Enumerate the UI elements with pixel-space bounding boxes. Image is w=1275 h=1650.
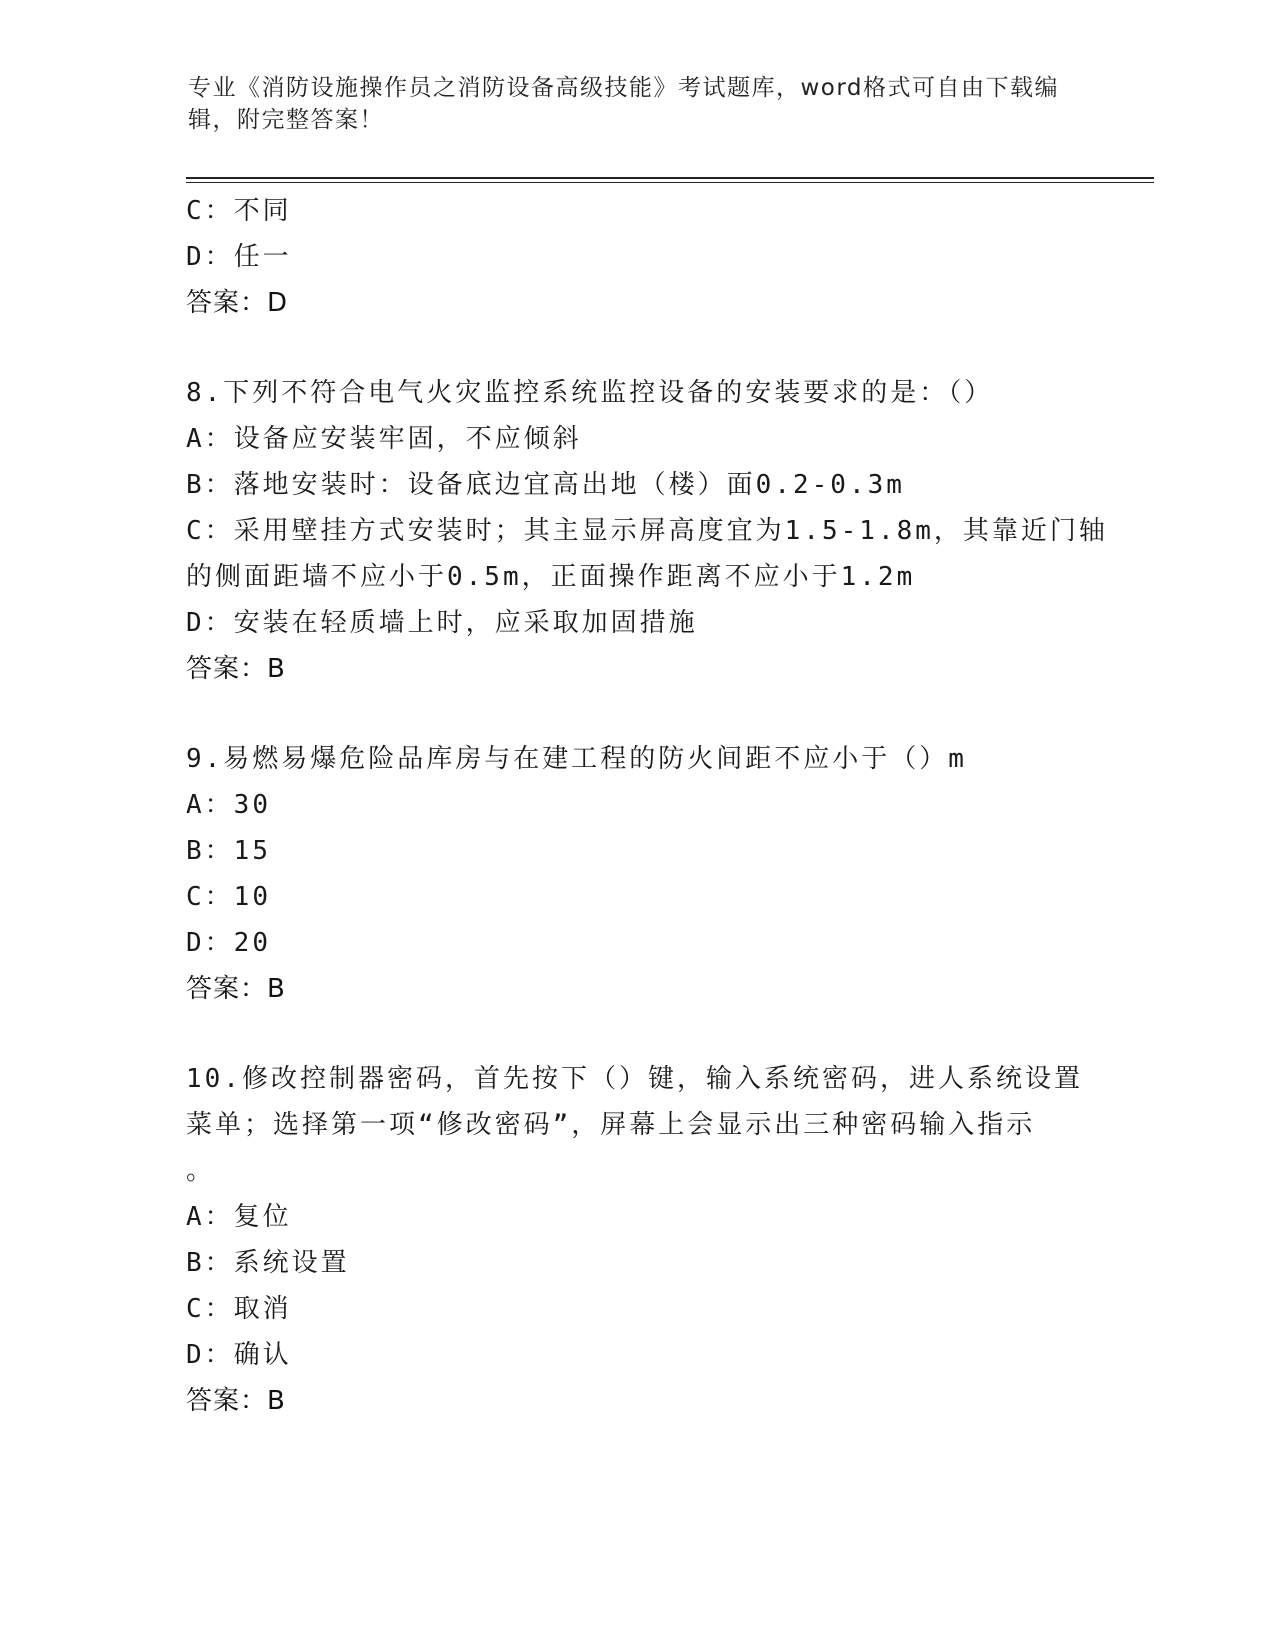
option-text: 不同 — [233, 196, 292, 226]
option-text: 系统设置 — [233, 1248, 350, 1278]
option-letter: D — [186, 608, 205, 638]
option-letter: A — [186, 1202, 205, 1232]
header-line-1: 专业《消防设施操作员之消防设备高级技能》考试题库，word格式可自由下载编 — [188, 75, 1060, 101]
question-10 — [186, 1056, 1086, 1424]
option-letter: D — [186, 242, 205, 272]
option-letter: C — [186, 196, 205, 226]
header-divider-thin — [186, 182, 1154, 183]
option-text: 复位 — [233, 1202, 292, 1232]
option-letter: B — [186, 1248, 205, 1278]
option-separator: ： — [204, 1202, 234, 1232]
option-row — [186, 462, 1086, 508]
option-row — [186, 920, 1086, 966]
option-letter: C — [186, 1294, 205, 1324]
header-divider-thick — [186, 177, 1154, 179]
prev-question-tail — [186, 188, 1086, 326]
option-row — [186, 234, 1086, 280]
question-list — [186, 188, 1108, 1424]
option-text-continuation: 的侧面距墙不应小于0.5m，正面操作距离不应小于1.2m — [186, 562, 916, 592]
option-separator: ： — [204, 1248, 234, 1278]
document-header — [188, 72, 1088, 136]
question-9 — [186, 736, 1086, 1012]
option-separator: ： — [204, 516, 234, 546]
question-stem-continuation: 。 — [186, 1156, 216, 1186]
option-row — [186, 1286, 1086, 1332]
option-text: 10 — [233, 882, 271, 912]
option-separator: ： — [204, 1340, 234, 1370]
answer-line: 答案：B — [186, 1386, 286, 1416]
option-text: 20 — [233, 928, 271, 958]
option-row — [186, 1240, 1086, 1286]
option-separator: ： — [204, 424, 234, 454]
header-line-2: 辑，附完整答案！ — [188, 107, 384, 133]
option-row — [186, 874, 1086, 920]
option-letter: A — [186, 424, 205, 454]
option-separator: ： — [204, 1294, 234, 1324]
option-letter: C — [186, 882, 205, 912]
option-separator: ： — [204, 470, 234, 500]
option-separator: ： — [204, 608, 234, 638]
option-letter: A — [186, 790, 205, 820]
option-text: 30 — [233, 790, 271, 820]
option-separator: ： — [204, 928, 234, 958]
option-text: 取消 — [233, 1294, 292, 1324]
option-row — [186, 600, 1086, 646]
option-row — [186, 828, 1086, 874]
option-separator: ： — [204, 196, 234, 226]
option-text: 安装在轻质墙上时，应采取加固措施 — [233, 608, 698, 638]
option-text: 15 — [233, 836, 271, 866]
question-stem-continuation: 菜单；选择第一项“修改密码”，屏幕上会显示出三种密码输入指示 — [186, 1110, 1036, 1140]
question-stem: 8.下列不符合电气火灾监控系统监控设备的安装要求的是：（） — [186, 378, 994, 408]
option-letter: C — [186, 516, 205, 546]
option-row — [186, 1194, 1086, 1240]
question-stem: 10.修改控制器密码，首先按下（）键，输入系统密码，进人系统设置 — [186, 1064, 1083, 1094]
option-separator: ： — [204, 790, 234, 820]
option-letter: B — [186, 470, 205, 500]
option-separator: ： — [204, 242, 234, 272]
option-row — [186, 188, 1086, 234]
option-row — [186, 782, 1086, 828]
option-text: 设备应安装牢固，不应倾斜 — [233, 424, 582, 454]
answer-line: 答案：D — [186, 288, 289, 318]
question-stem: 9.易燃易爆危险品库房与在建工程的防火间距不应小于（）m — [186, 744, 967, 774]
option-row — [186, 1332, 1086, 1378]
answer-line: 答案：B — [186, 654, 286, 684]
option-row — [186, 508, 1108, 554]
option-letter: B — [186, 836, 205, 866]
answer-line: 答案：B — [186, 974, 286, 1004]
question-8 — [186, 370, 1108, 692]
option-separator: ： — [204, 836, 234, 866]
option-letter: D — [186, 928, 205, 958]
option-text: 任一 — [233, 242, 292, 272]
option-separator: ： — [204, 882, 234, 912]
option-text: 采用壁挂方式安装时；其主显示屏高度宜为1.5-1.8m，其靠近门轴 — [233, 516, 1108, 546]
option-text: 落地安装时：设备底边宜高出地（楼）面0.2-0.3m — [233, 470, 905, 500]
option-row — [186, 416, 1086, 462]
option-text: 确认 — [233, 1340, 292, 1370]
option-letter: D — [186, 1340, 205, 1370]
